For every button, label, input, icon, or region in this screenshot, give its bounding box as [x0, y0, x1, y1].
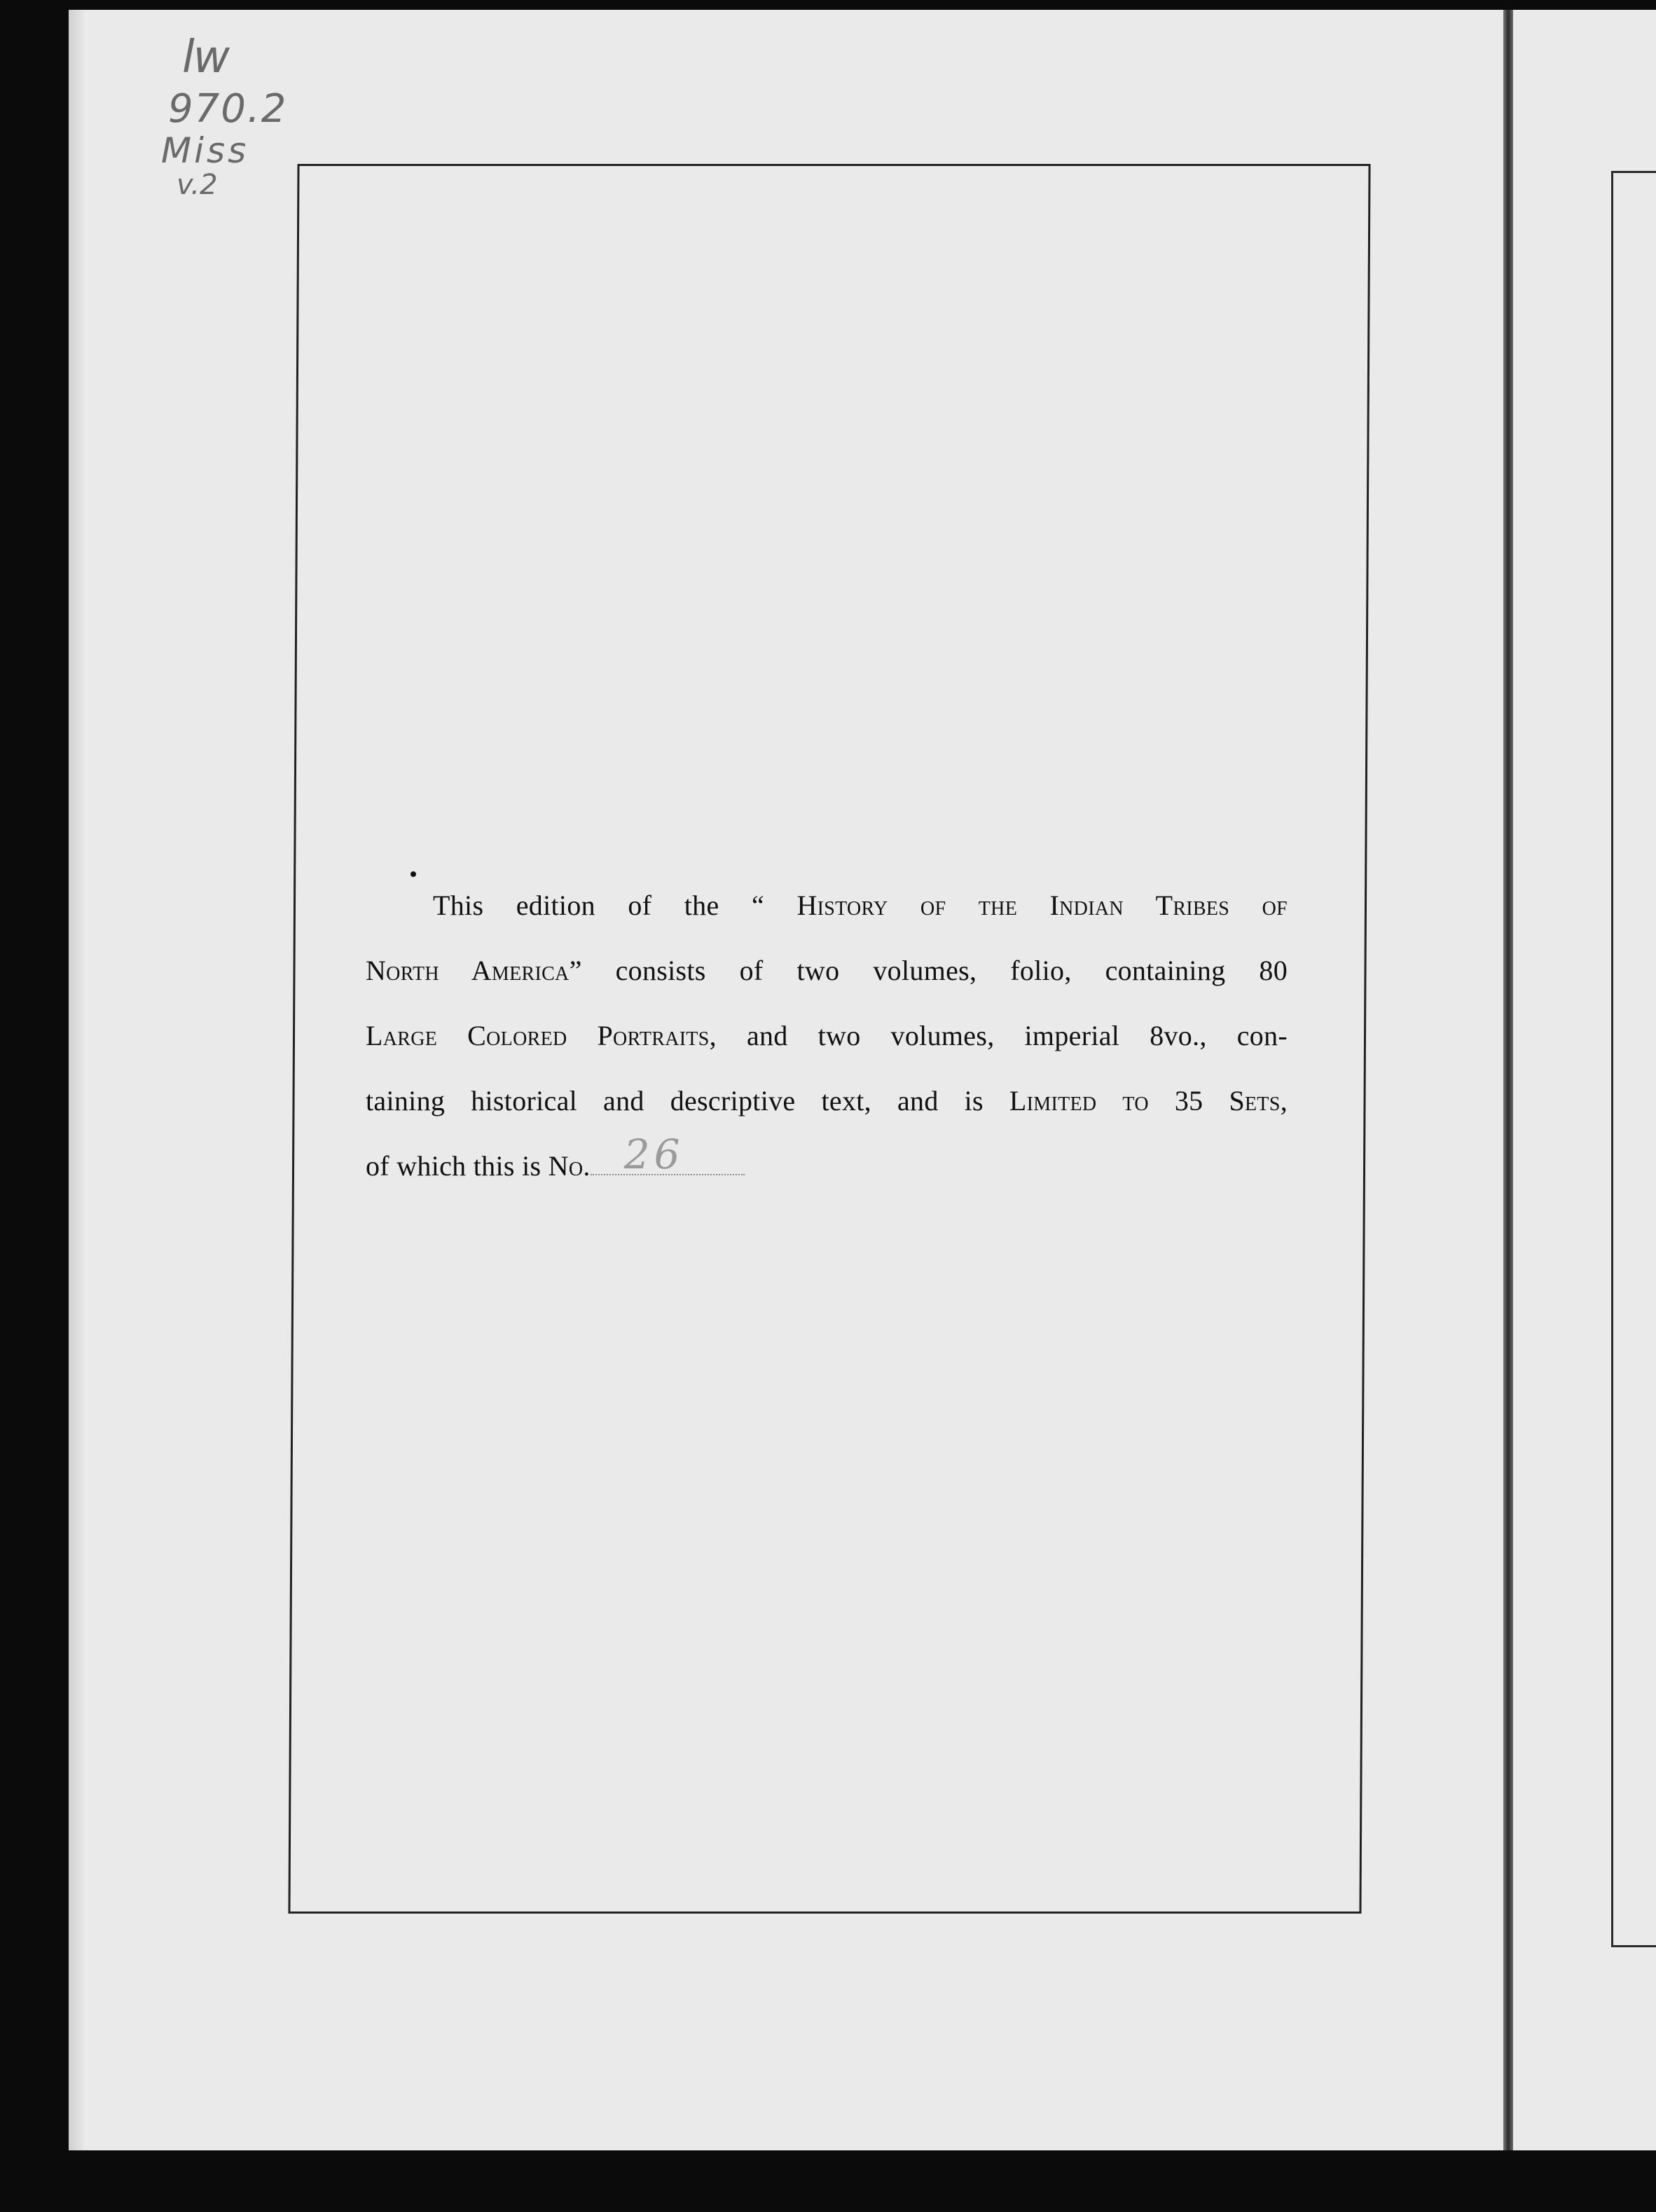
limited-label: Limited to: [1009, 1085, 1149, 1117]
page-edge-shadow: [69, 10, 85, 2150]
statement-line-2: North America” consists of two volumes, folio, containing 80: [366, 955, 1288, 986]
number-label: No: [548, 1150, 584, 1182]
limitation-statement: [366, 873, 1288, 1198]
handwritten-copy-number: 26: [623, 1131, 684, 1178]
copy-number-blank: [591, 1131, 745, 1178]
facing-page-frame: [1611, 171, 1656, 1947]
handwritten-call-number: [161, 32, 288, 201]
book-title-part-1: History of the Indian Tribes of: [796, 890, 1288, 921]
statement-line-5: of which this is No. 26: [366, 1133, 1288, 1198]
portraits-label: Large Colored Portraits: [366, 1020, 710, 1051]
call-number-line-1: lw: [182, 32, 229, 83]
call-number-line-3: Miss: [161, 130, 249, 171]
call-number-line-4: v.2: [177, 169, 218, 201]
statement-line-3: Large Colored Portraits, and two volumes, imperial 8vo., con-: [366, 1020, 1288, 1051]
book-gutter: [1503, 10, 1513, 2150]
statement-line-1: This edition of the “ History of the Indian Tribes of: [433, 890, 1288, 921]
call-number-line-2: 970.2: [168, 86, 288, 132]
book-title-part-2: North America: [366, 955, 570, 986]
statement-line-4: taining historical and descriptive text, and is Limited to 35 Sets,: [366, 1085, 1288, 1117]
sets-label: Sets: [1229, 1085, 1281, 1117]
